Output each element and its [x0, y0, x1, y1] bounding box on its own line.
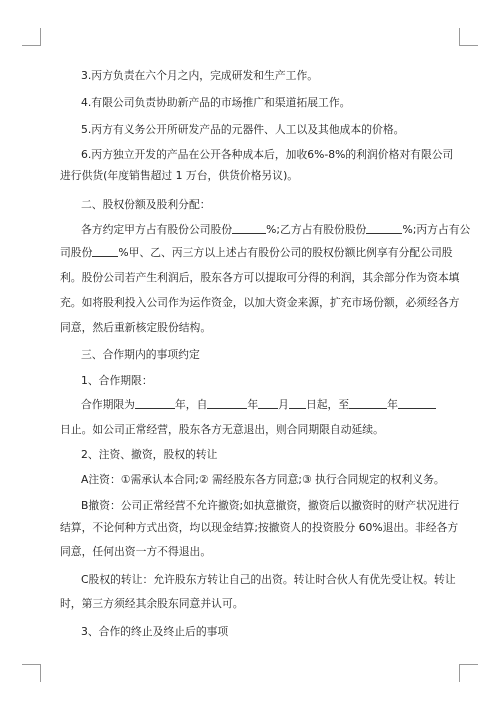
fill-blank	[135, 398, 175, 409]
paragraph-line: 利。股份公司若产生利润后，股东各方可以提取可分得的利润，其余部分作为资本填	[60, 271, 460, 284]
fill-blank	[398, 398, 436, 409]
text-fragment: 年	[247, 398, 259, 411]
crop-mark-top-left	[40, 28, 41, 46]
text-fragment: 各方约定甲方占有股份公司股份	[81, 223, 233, 236]
paragraph-line: 4.有限公司负责协助新产品的市场推广和渠道拓展工作。	[81, 96, 351, 109]
fill-blank	[289, 398, 306, 409]
paragraph-line: 同意，任何出资一方不得退出。	[60, 545, 212, 558]
paragraph-line: 5.丙方有义务公开所研发产品的元器件、人工以及其他成本的价格。	[81, 123, 405, 136]
text-fragment: 年，自	[174, 398, 208, 411]
paragraph-line	[60, 246, 500, 260]
crop-mark-bottom-left	[40, 664, 41, 682]
paragraph-line: C股权的转让：允许股东方转让自己的出资。转让时合伙人有优先受让权。转让	[81, 573, 456, 586]
subsection-heading: 3、合作的终止及终止后的事项	[81, 625, 229, 638]
section-heading: 三、合作期内的事项约定	[81, 348, 200, 361]
subsection-heading: 2、注资、撤资，股权的转让	[81, 448, 218, 461]
paragraph-line	[81, 398, 500, 412]
fill-blank	[232, 223, 266, 234]
crop-mark-top-right	[460, 45, 478, 46]
text-fragment: 年	[387, 398, 398, 411]
text-fragment: 日起，至	[305, 398, 350, 411]
paragraph-line: 进行供货(年度销售超过 1 万台，供货价格另议)。	[60, 169, 299, 182]
fill-blank	[258, 398, 278, 409]
text-fragment: %;乙方占有股份股份	[266, 223, 367, 236]
paragraph-line: 日止。如公司正常经营，股东各方无意退出，则合同期限自动延续。	[60, 423, 384, 436]
text-fragment: %甲、乙、丙三方以上述占有股份公司的股权份额比例享有分配公司股	[118, 246, 453, 259]
paragraph-line: 3.丙方负责在六个月之内，完成研发和生产工作。	[81, 69, 319, 82]
crop-mark-top-right	[459, 28, 460, 46]
crop-mark-bottom-right	[460, 664, 478, 665]
paragraph-line: 6.丙方独立开发的产品在公开各种成本后，加收6%-8%的利润价格对有限公司	[81, 148, 454, 161]
subsection-heading: 1、合作期限：	[81, 374, 153, 387]
text-fragment: 合作期限为	[81, 398, 135, 411]
fill-blank	[366, 223, 402, 234]
section-heading: 二、股权份额及股利分配：	[81, 198, 211, 211]
fill-blank	[92, 246, 118, 257]
paragraph-line: 同意，然后重新核定股份结构。	[60, 321, 212, 334]
text-fragment: 月	[278, 398, 289, 411]
paragraph-line	[81, 223, 500, 237]
paragraph-line: B撤资：公司正常经营不允许撤资;如执意撤资，撤资后以撤资时的财产状况进行	[81, 499, 460, 512]
paragraph-line: 结算，不论何种方式出资，均以现金结算;按撤资人的投资股分 60%退出。非经各方	[60, 521, 459, 534]
fill-blank	[349, 398, 387, 409]
paragraph-line: A注资：①需承认本合同;② 需经股东各方同意;③ 执行合同规定的权利义务。	[81, 473, 445, 486]
paragraph-line: 时，第三方须经其余股东同意并认可。	[60, 597, 244, 610]
paragraph-line: 充。如将股利投入公司作为运作资金，以加大资金来源，扩充市场份额，必须经各方	[60, 296, 460, 309]
crop-mark-bottom-left	[22, 664, 40, 665]
text-fragment: %;丙方占有公	[402, 223, 471, 236]
crop-mark-bottom-right	[459, 664, 460, 682]
fill-blank	[207, 398, 247, 409]
text-fragment: 司股份	[60, 246, 93, 259]
crop-mark-top-left	[22, 45, 40, 46]
